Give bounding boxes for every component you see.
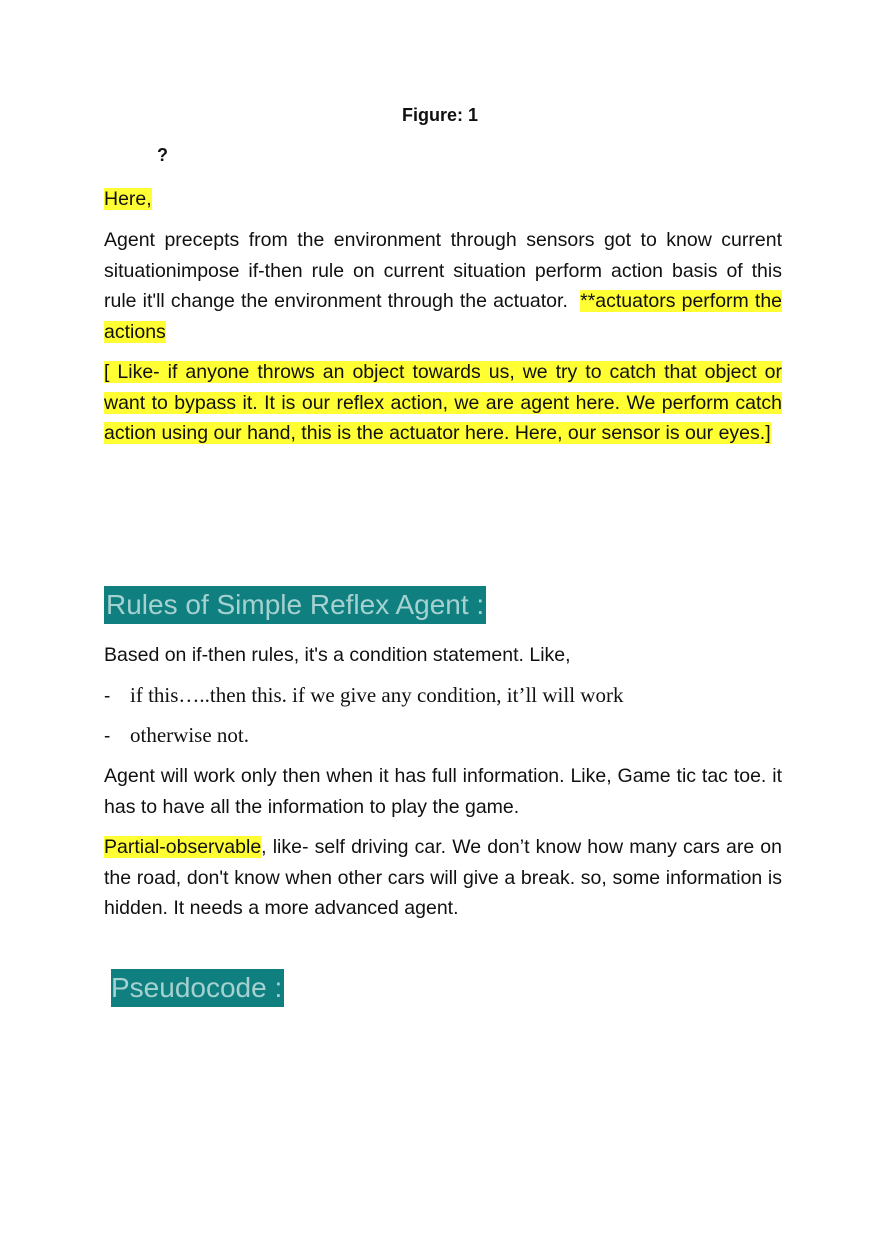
- bullet-text: otherwise not.: [130, 723, 249, 747]
- rules-heading: Rules of Simple Reflex Agent :: [104, 586, 486, 624]
- here-label-line: [104, 184, 782, 215]
- example-paragraph: [104, 357, 782, 449]
- rules-intro: Based on if-then rules, it's a condition statement. Like,: [104, 644, 571, 666]
- figure-caption: Figure: 1: [401, 105, 478, 125]
- partial-observable-term: Partial-observable: [104, 836, 262, 858]
- bullet-item-2: [104, 720, 804, 753]
- question-mark: ?: [157, 145, 168, 165]
- full-info-paragraph: Agent will work only then when it has full information. Like, Game tic tac toe. it has to have all the information to play the game.: [104, 765, 782, 818]
- partial-observable-text: , like- self driving car. We don’t know how many cars are on the road, don't know when other cars will give a break. so, some information is hidden. It needs a more advanced agent.: [104, 836, 782, 919]
- partial-observable-paragraph: [104, 832, 782, 924]
- bullet-text: if this…..then this. if we give any condition, it’ll will work: [130, 683, 624, 707]
- example-paragraph-text: [ Like- if anyone throws an object towards us, we try to catch that object or want to bypass it. It is our reflex action, we are agent here. We perform catch action using our hand, this is the actuator here. Here, our sensor is our eyes.]: [104, 361, 782, 444]
- agent-paragraph: [104, 225, 782, 347]
- bullet-item-1: [104, 680, 804, 713]
- agent-paragraph-text: Agent precepts from the environment through sensors got to know current situationimpose if-then rule on current situation perform action basis of this rule it'll change the environment through the actuator.: [104, 229, 782, 312]
- pseudocode-heading: Pseudocode :: [111, 969, 284, 1007]
- actuators-highlight: **actuators perform the actions: [104, 290, 783, 343]
- here-label: Here,: [104, 188, 152, 210]
- bullet-dash: -: [104, 686, 111, 707]
- bullet-dash: -: [104, 726, 111, 747]
